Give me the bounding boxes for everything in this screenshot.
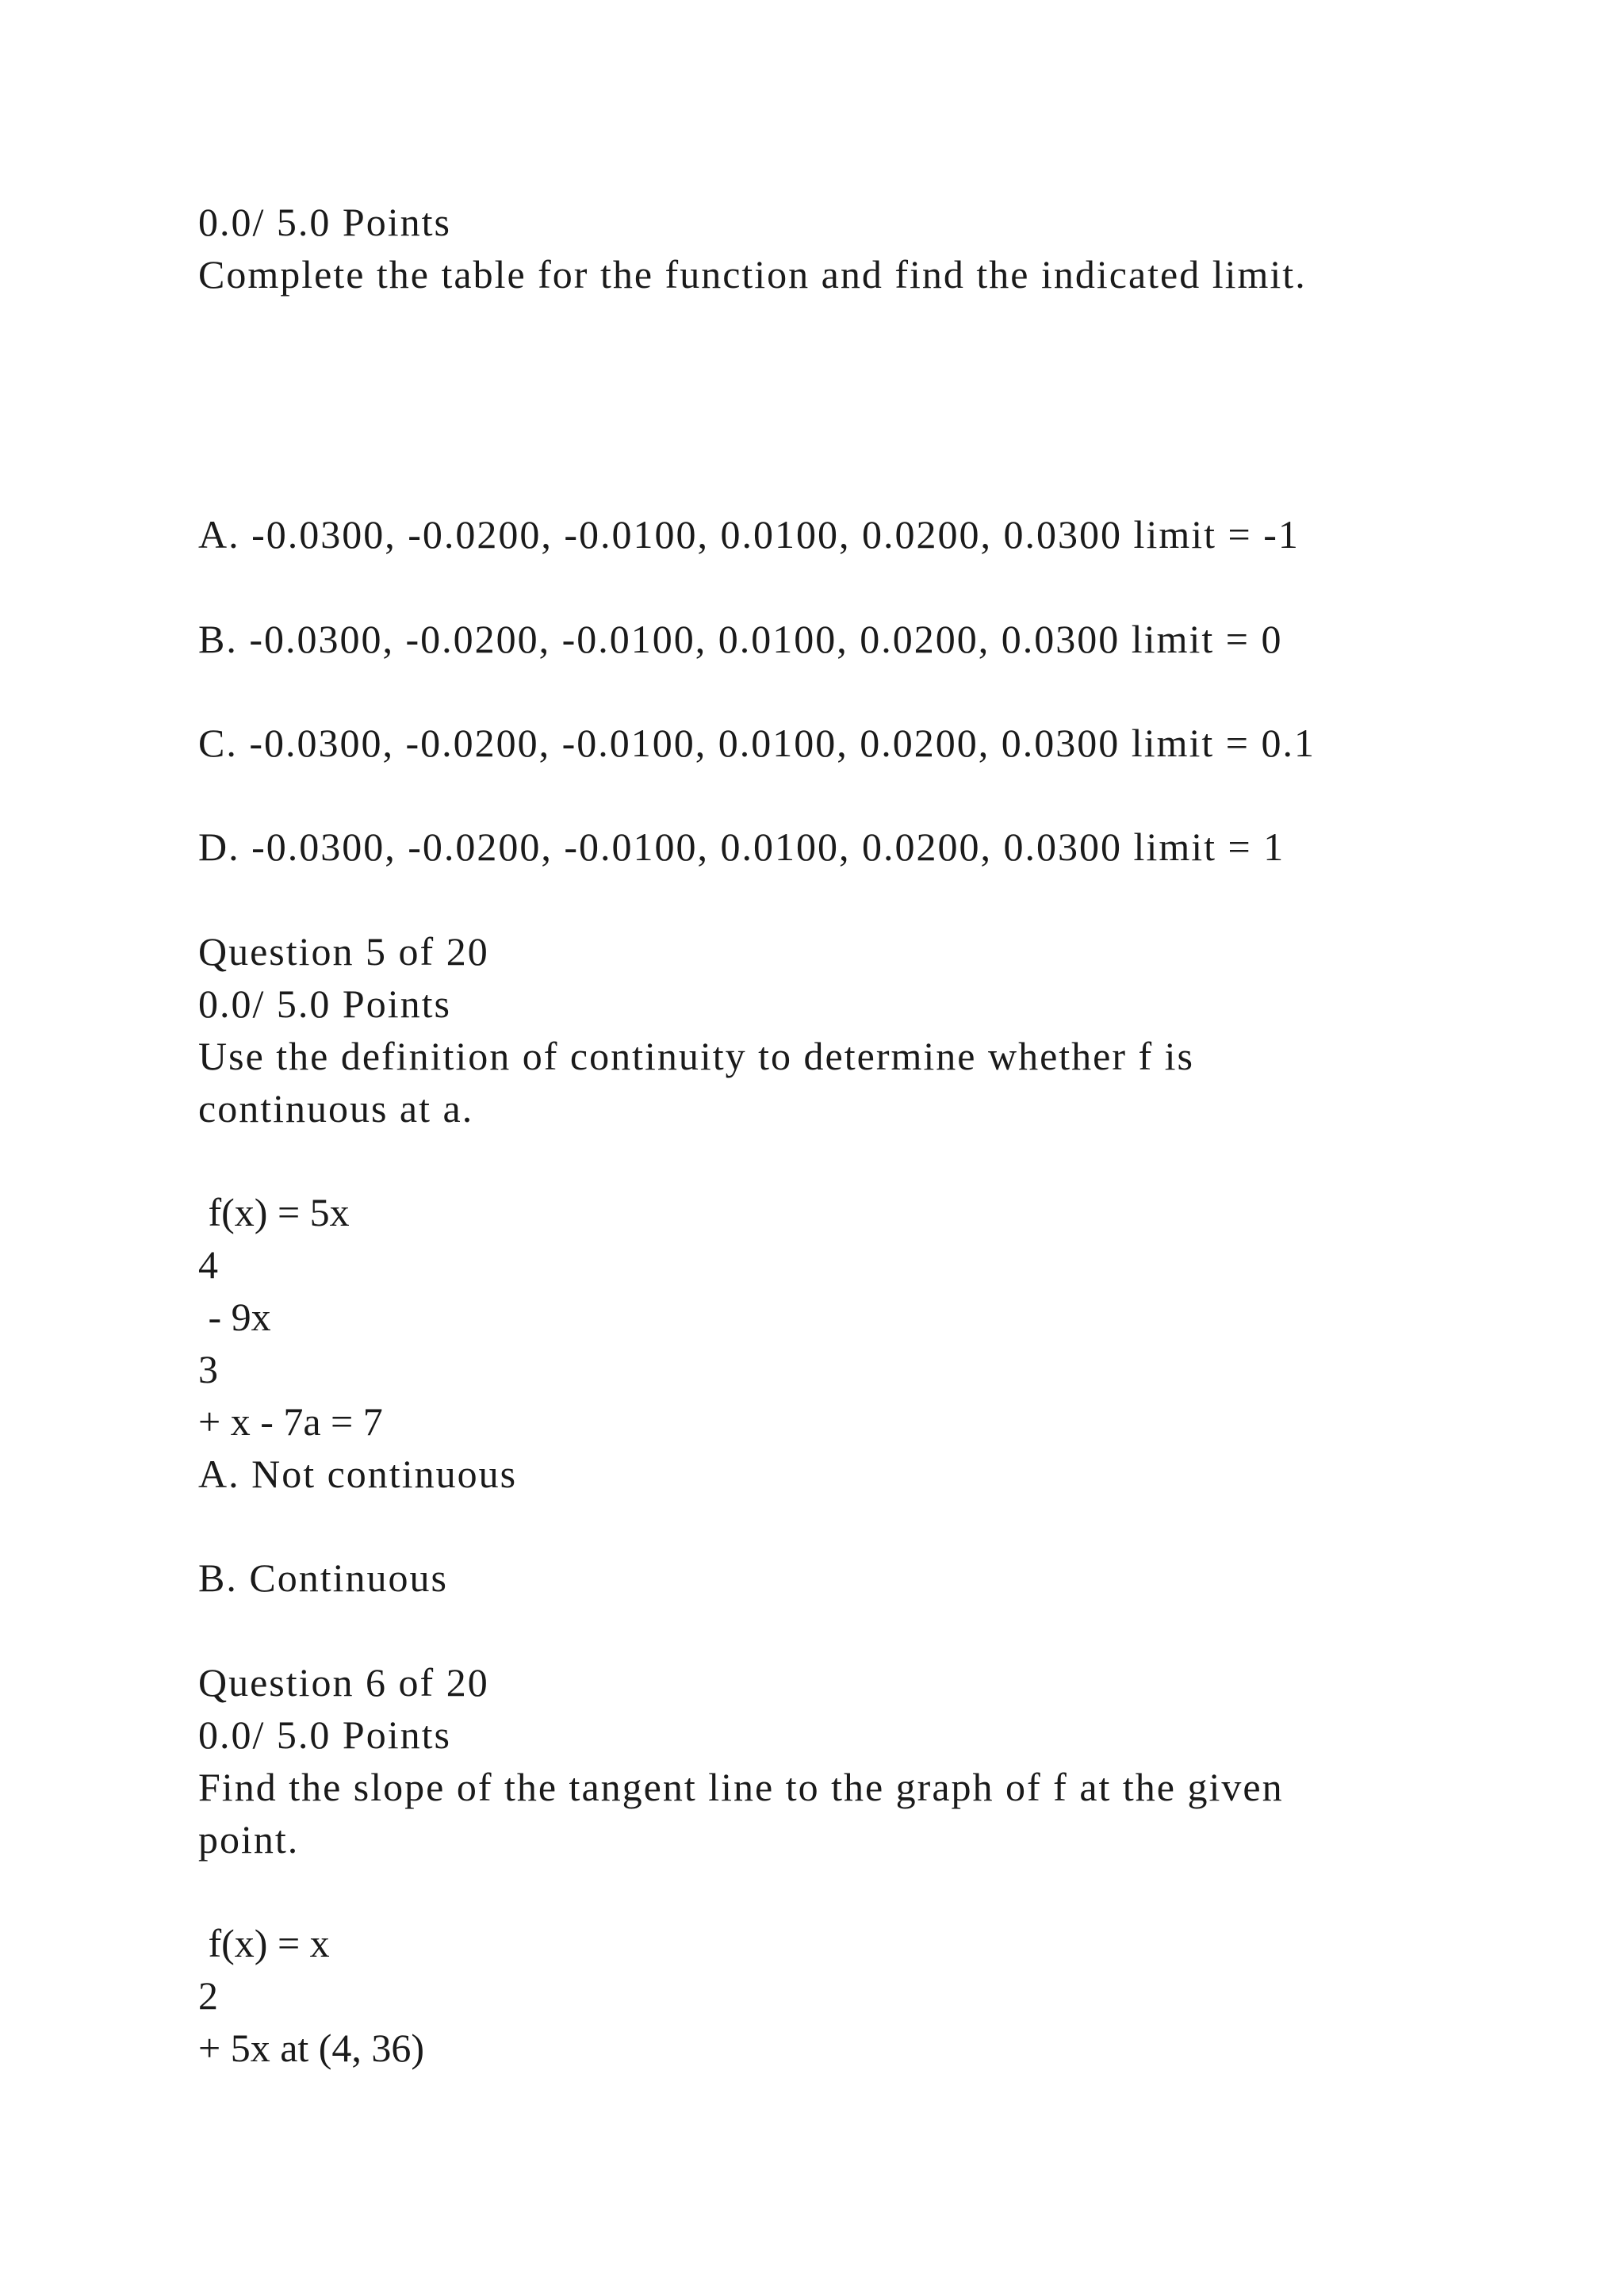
q5-option-b[interactable]: B. Continuous (198, 1556, 448, 1600)
q5-formula-line-5: + x - 7a = 7 (198, 1399, 383, 1444)
q6-points: 0.0/ 5.0 Points (198, 1712, 451, 1757)
q6-prompt-line-1: Find the slope of the tangent line to the graph of f at the given (198, 1765, 1284, 1809)
q5-prompt-line-2: continuous at a. (198, 1086, 474, 1131)
q4-option-c[interactable]: C. -0.0300, -0.0200, -0.0100, 0.0100, 0.0200, 0.0300 limit = 0.1 (198, 721, 1316, 765)
q5-formula-line-4: 3 (198, 1347, 218, 1391)
q5-option-a[interactable]: A. Not continuous (198, 1452, 518, 1496)
q4-option-a[interactable]: A. -0.0300, -0.0200, -0.0100, 0.0100, 0.0200, 0.0300 limit = -1 (198, 512, 1300, 557)
q5-formula-line-2: 4 (198, 1242, 218, 1287)
q5-header: Question 5 of 20 (198, 929, 489, 974)
q5-points: 0.0/ 5.0 Points (198, 982, 451, 1026)
q4-prompt: Complete the table for the function and find the indicated limit. (198, 252, 1307, 297)
q5-formula-line-3: - 9x (198, 1295, 271, 1339)
q5-prompt-line-1: Use the definition of continuity to determine whether f is (198, 1034, 1194, 1078)
q6-header: Question 6 of 20 (198, 1660, 489, 1705)
q5-formula-line-1: f(x) = 5x (198, 1190, 350, 1234)
q6-formula-line-3: + 5x at (4, 36) (198, 2026, 425, 2070)
q4-option-b[interactable]: B. -0.0300, -0.0200, -0.0100, 0.0100, 0.0200, 0.0300 limit = 0 (198, 617, 1283, 661)
q6-formula-line-1: f(x) = x (198, 1921, 330, 1965)
q6-prompt-line-2: point. (198, 1817, 300, 1862)
q6-formula-line-2: 2 (198, 1973, 218, 2018)
q4-points: 0.0/ 5.0 Points (198, 200, 451, 244)
q4-option-d[interactable]: D. -0.0300, -0.0200, -0.0100, 0.0100, 0.0200, 0.0300 limit = 1 (198, 825, 1285, 869)
